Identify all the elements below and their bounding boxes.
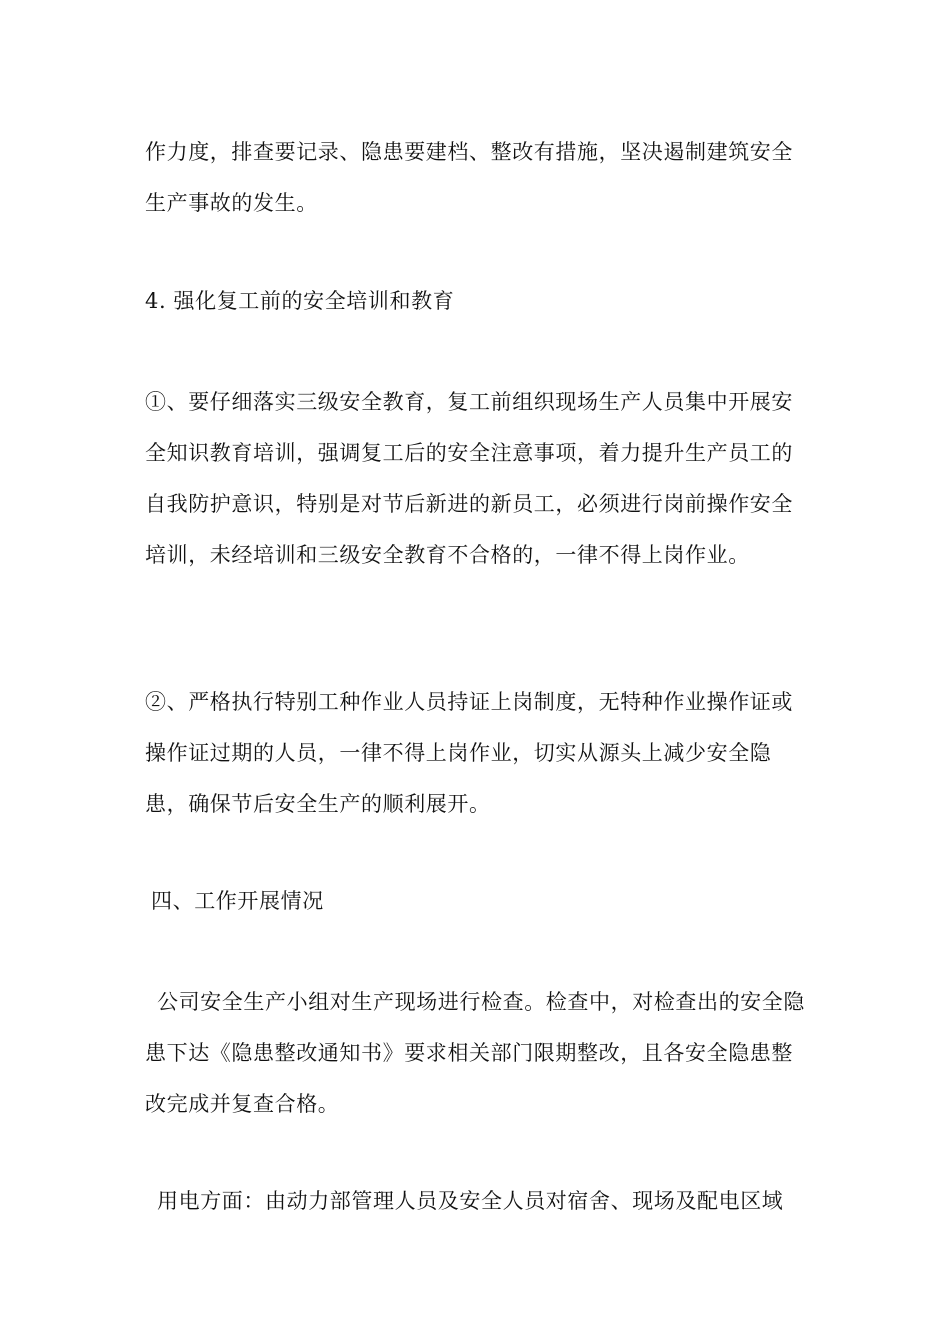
paragraph-electricity: 用电方面：由动力部管理人员及安全人员对宿舍、现场及配电区域 [157, 1189, 784, 1213]
paragraph-continuation: 作力度，排查要记录、隐患要建档、整改有措施，坚决遏制建筑安全生产事故的发生。 [145, 140, 793, 215]
paragraph-item-2: ②、严格执行特别工种作业人员持证上岗制度，无特种作业操作证或操作证过期的人员，一律不得上岗作业，切实从源头上减少安全隐患，确保节后安全生产的顺利展开。 [145, 690, 793, 816]
paragraph-item-1: ①、要仔细落实三级安全教育，复工前组织现场生产人员集中开展安全知识教育培训，强调复工后的安全注意事项，着力提升生产员工的自我防护意识，特别是对节后新进的新员工，必须进行岗前操作安全培训，未经培训和三级安全教育不合格的，一律不得上岗作业。 [145, 390, 793, 567]
section-heading-4: 4. 强化复工前的安全培训和教育 [145, 289, 455, 313]
paragraph-inspection: 公司安全生产小组对生产现场进行检查。检查中，对检查出的安全隐患下达《隐患整改通知书》要求相关部门限期整改，且各安全隐患整改完成并复查合格。 [145, 990, 805, 1116]
section-heading-four: 四、工作开展情况 [151, 889, 324, 913]
